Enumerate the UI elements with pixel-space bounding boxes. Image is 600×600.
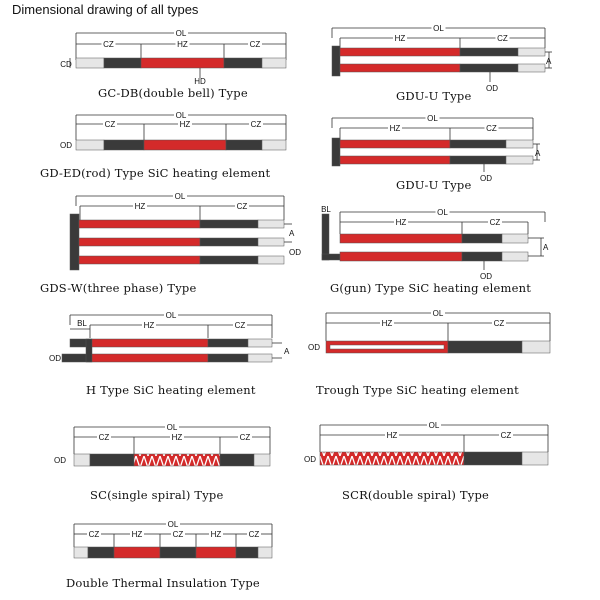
sc-terminal-left	[74, 454, 90, 466]
gds-w-rod-0-segment-0	[79, 220, 200, 228]
dimension-label-cz: CZ	[249, 40, 261, 49]
gc-db-rod-segment-2	[141, 58, 224, 68]
g-gun-upper-segment-2	[502, 234, 528, 243]
dimension-label-cz: CZ	[486, 124, 497, 133]
h-type-lower-segment-3	[248, 354, 272, 362]
dimension-label-hz: HZ	[394, 34, 406, 43]
gdu-u-1-a-label: A	[546, 57, 552, 66]
g-gun-foot	[322, 254, 340, 260]
dimension-label-hz: HZ	[131, 530, 143, 539]
gdu-u-2-upper-segment-2	[506, 140, 533, 148]
dimension-label-cz: CZ	[103, 40, 114, 49]
dimension-label-hz: HZ	[179, 120, 191, 129]
dimension-label-cz: CZ	[239, 433, 251, 442]
h-type-od-label: OD	[49, 354, 61, 363]
double-thermal-rod-segment-2	[114, 547, 160, 558]
dimension-label-ol: OL	[166, 423, 178, 432]
g-gun-lower-segment-1	[462, 252, 502, 261]
gdu-u-1-bridge	[332, 46, 340, 76]
caption-sc: SC(single spiral) Type	[90, 488, 224, 502]
g-gun-bl-label: BL	[321, 205, 331, 214]
dimension-label-cz: CZ	[493, 319, 505, 328]
g-gun-od-label: OD	[480, 272, 492, 281]
h-type-lower-segment-1	[90, 354, 208, 362]
h-type-a-label: A	[284, 347, 290, 356]
dimension-label-cz: CZ	[500, 431, 512, 440]
dimension-label-ol: OL	[165, 311, 177, 320]
sc-cold-left	[90, 454, 134, 466]
double-thermal-rod-segment-4	[196, 547, 236, 558]
caption-trough: Trough Type SiC heating element	[316, 383, 519, 397]
gdu-u-2-upper-segment-0	[340, 140, 450, 148]
gdu-u-1-lower-segment-2	[518, 64, 545, 72]
dimension-label-ol: OL	[174, 192, 186, 201]
trough-terminal	[522, 341, 550, 353]
g-gun-upper-segment-0	[340, 234, 462, 243]
gds-w-rod-2-segment-2	[258, 256, 284, 264]
dimension-label-cz: CZ	[98, 433, 110, 442]
double-thermal-rod-segment-3	[160, 547, 196, 558]
dimension-label-hz: HZ	[381, 319, 393, 328]
gds-w-rod-0-segment-1	[200, 220, 258, 228]
sc-od-label: OD	[54, 456, 66, 465]
gds-w-rod-0-segment-2	[258, 220, 284, 228]
gds-w-a-label: A	[289, 229, 295, 238]
gc-db-cd-label: CD	[60, 60, 72, 69]
dimension-label-ol: OL	[175, 111, 187, 120]
dimension-label-cz: CZ	[172, 530, 184, 539]
gds-w-rod-1-segment-1	[200, 238, 258, 246]
caption-scr: SCR(double spiral) Type	[342, 488, 490, 502]
dimension-label-hz: HZ	[177, 40, 188, 49]
gc-db-rod-segment-4	[262, 58, 286, 68]
gd-ed-rod-segment-1	[104, 140, 144, 150]
double-thermal-rod-segment-6	[258, 547, 272, 558]
gdu-u-1-lower-segment-1	[460, 64, 518, 72]
h-type-bl-label: BL	[77, 319, 87, 328]
dimension-label-hz: HZ	[143, 321, 155, 330]
caption-gdu-u-1: GDU-U Type	[396, 89, 472, 103]
dimension-label-hz: HZ	[389, 124, 401, 133]
gc-db-rod-segment-0	[76, 58, 104, 68]
dimension-label-ol: OL	[175, 29, 187, 38]
gdu-u-2-upper-segment-1	[450, 140, 506, 148]
dimension-label-cz: CZ	[88, 530, 100, 539]
gds-w-od-label: OD	[289, 248, 301, 257]
dimension-label-ol: OL	[428, 421, 440, 430]
gdu-u-2-lower-segment-0	[340, 156, 450, 164]
gdu-u-2-bridge	[332, 138, 340, 166]
caption-h-type: H Type SiC heating element	[86, 383, 256, 397]
scr-od-label: OD	[304, 455, 316, 464]
g-gun-lower-segment-2	[502, 252, 528, 261]
scr-cold	[464, 452, 522, 465]
caption-gdu-u-2: GDU-U Type	[396, 178, 472, 192]
dimension-label-hz: HZ	[134, 202, 146, 211]
double-thermal-rod-segment-1	[88, 547, 114, 558]
dimension-label-cz: CZ	[250, 120, 262, 129]
caption-gc-db: GC-DB(double bell) Type	[98, 86, 248, 100]
g-gun-a-label: A	[543, 243, 549, 252]
gdu-u-2-a-label: A	[535, 149, 541, 158]
gds-w-rod-2-segment-0	[79, 256, 200, 264]
dimension-label-cz: CZ	[489, 218, 501, 227]
trough-slot	[330, 345, 444, 349]
h-type-upper-segment-2	[248, 339, 272, 347]
gd-ed-od-label: OD	[60, 141, 72, 150]
dimension-label-cz: CZ	[248, 530, 260, 539]
g-gun-lower-segment-0	[340, 252, 462, 261]
gdu-u-1-lower-segment-0	[340, 64, 460, 72]
dimension-label-ol: OL	[427, 114, 438, 123]
trough-cold	[448, 341, 522, 353]
dimension-label-cz: CZ	[234, 321, 246, 330]
gds-w-rod-1-segment-0	[79, 238, 200, 246]
trough-od-label: OD	[308, 343, 320, 352]
gdu-u-1-upper-segment-1	[460, 48, 518, 56]
caption-g-gun: G(gun) Type SiC heating element	[330, 281, 532, 295]
gdu-u-1-od-label: OD	[486, 84, 498, 93]
sc-terminal-right	[254, 454, 270, 466]
scr-terminal	[522, 452, 548, 465]
gdu-u-1-upper-segment-2	[518, 48, 545, 56]
dimension-label-ol: OL	[433, 24, 444, 33]
g-gun-handle	[322, 214, 329, 260]
dimension-label-hz: HZ	[171, 433, 183, 442]
gc-db-rod-segment-3	[224, 58, 262, 68]
h-type-upper-segment-1	[208, 339, 248, 347]
caption-gd-ed: GD-ED(rod) Type SiC heating element	[40, 166, 271, 180]
gds-w-rod-2-segment-1	[200, 256, 258, 264]
gds-w-rod-1-segment-2	[258, 238, 284, 246]
h-type-upper-segment-0	[90, 339, 208, 347]
h-type-lower-segment-2	[208, 354, 248, 362]
double-thermal-rod-segment-0	[74, 547, 88, 558]
sc-spiral	[134, 454, 220, 466]
scr-spiral	[320, 452, 464, 465]
gdu-u-1-upper-segment-0	[340, 48, 460, 56]
double-thermal-rod-segment-5	[236, 547, 258, 558]
caption-gds-w: GDS-W(three phase) Type	[40, 281, 197, 295]
h-type-bridge	[86, 339, 92, 362]
dimension-label-cz: CZ	[497, 34, 508, 43]
dimension-label-ol: OL	[432, 309, 444, 318]
gc-db-hd-label: HD	[194, 77, 206, 86]
dimension-label-cz: CZ	[236, 202, 248, 211]
gd-ed-rod-segment-0	[76, 140, 104, 150]
gc-db-rod-segment-1	[104, 58, 141, 68]
gdu-u-2-lower-segment-2	[506, 156, 533, 164]
caption-double-thermal: Double Thermal Insulation Type	[66, 576, 260, 590]
dimension-label-cz: CZ	[104, 120, 116, 129]
dimension-label-ol: OL	[167, 520, 179, 529]
dimension-label-hz: HZ	[210, 530, 222, 539]
dimension-label-hz: HZ	[386, 431, 398, 440]
g-gun-upper-segment-1	[462, 234, 502, 243]
dimension-label-ol: OL	[437, 208, 448, 217]
sc-cold-right	[220, 454, 254, 466]
dimension-label-hz: HZ	[395, 218, 407, 227]
gdu-u-2-od-label: OD	[480, 174, 492, 183]
gd-ed-rod-segment-3	[226, 140, 262, 150]
gd-ed-rod-segment-4	[262, 140, 286, 150]
page-title: Dimensional drawing of all types	[12, 2, 199, 17]
gd-ed-rod-segment-2	[144, 140, 226, 150]
gdu-u-2-lower-segment-1	[450, 156, 506, 164]
gds-w-bridge	[70, 214, 79, 270]
